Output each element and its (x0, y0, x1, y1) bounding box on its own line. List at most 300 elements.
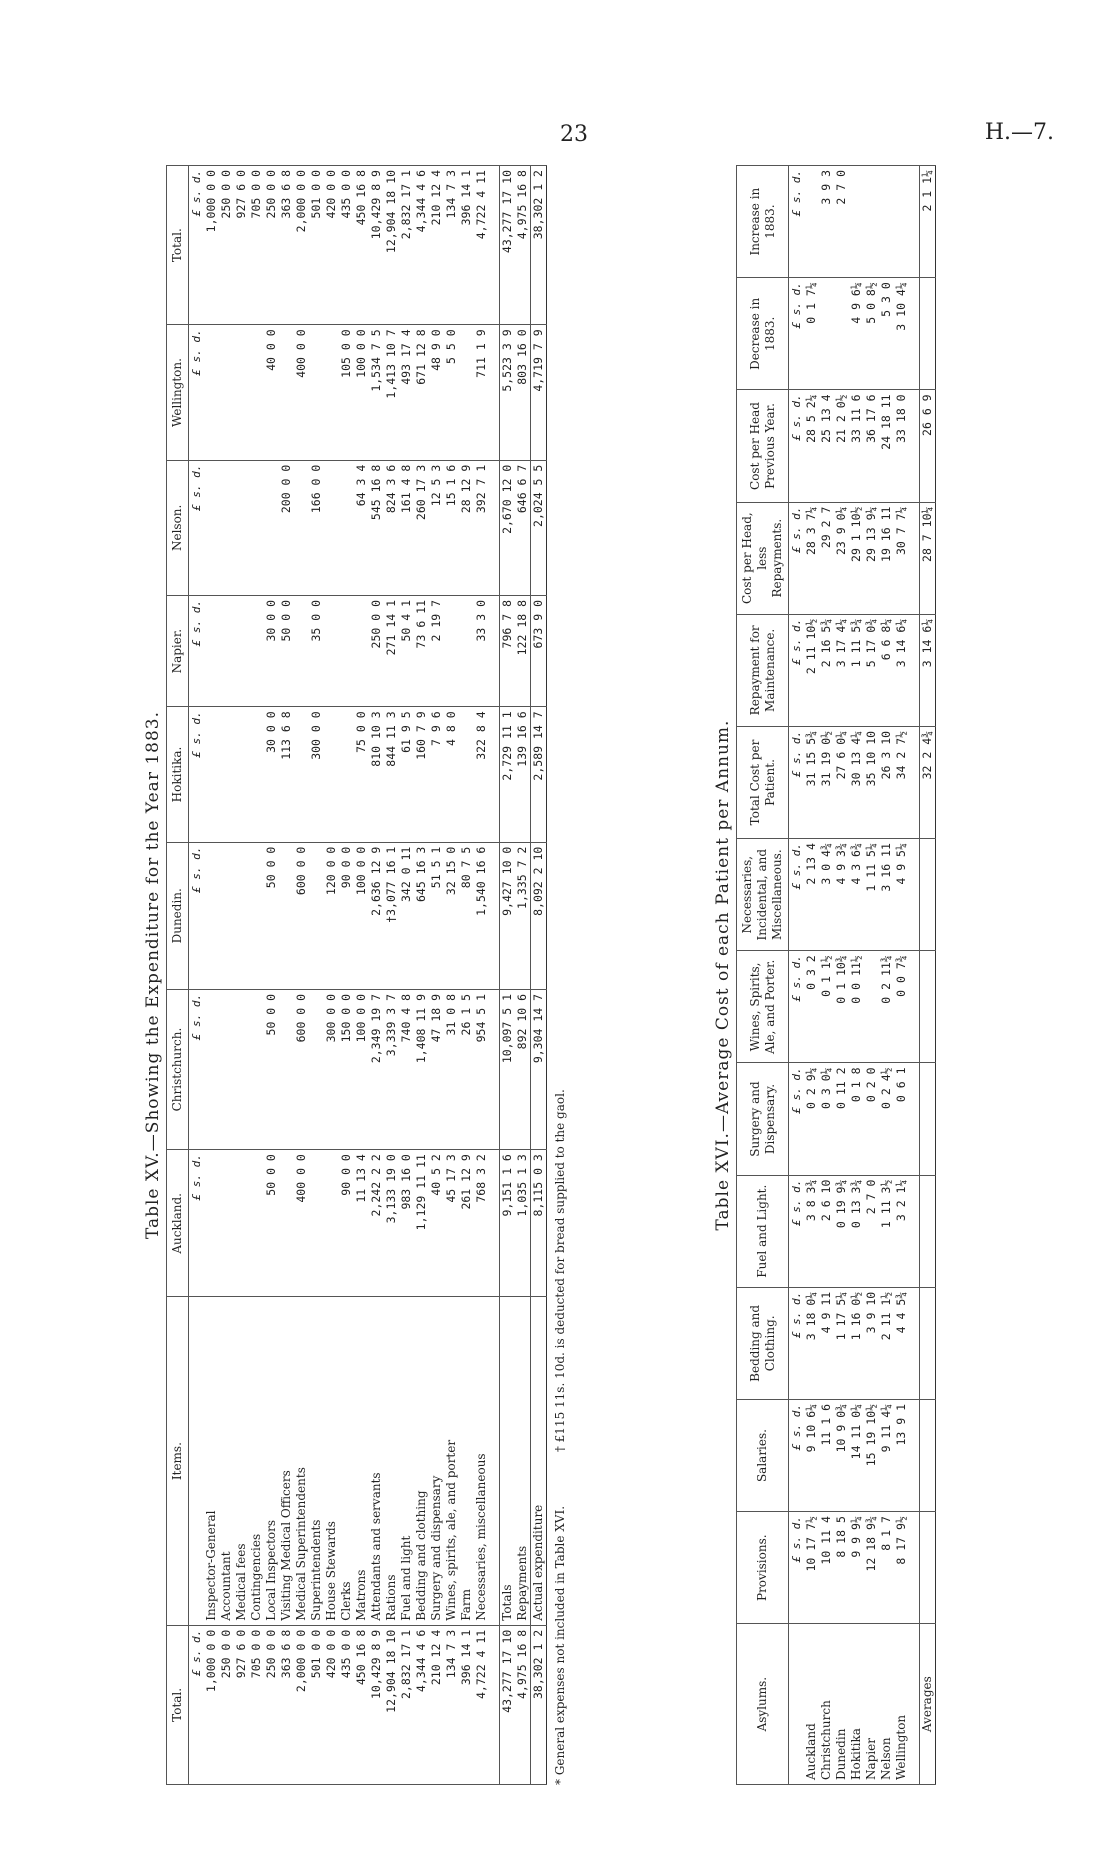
value-cell (234, 707, 249, 842)
units-cell: £ s. d. (789, 951, 805, 1063)
table-row (309, 166, 324, 1785)
row-label: Repayments (515, 1297, 531, 1625)
value-cell: 954 5 1 (474, 989, 489, 1149)
value-cell: 4 8 0 (444, 707, 459, 842)
value-cell: 100 0 0 (354, 989, 369, 1149)
value-cell: 0 1 1½ (819, 951, 834, 1063)
value-cell (309, 842, 324, 989)
column-header: Auckland. (167, 1150, 189, 1297)
value-cell: 30 13 4¼ (849, 726, 864, 838)
row-total-cell: 501 0 0 (309, 1625, 324, 1784)
value-cell: 3 8 3¾ (804, 1175, 819, 1287)
value-cell: 90 0 0 (339, 842, 354, 989)
spacer-row (489, 166, 500, 1785)
row-total-cell: 2,000 0 0 (294, 1625, 309, 1784)
average-cost-table (736, 165, 936, 1785)
value-cell: 35 10 10 (864, 726, 879, 838)
value-cell: 0 3 2 (804, 951, 819, 1063)
value-cell: 400 0 0 (294, 325, 309, 460)
value-cell (294, 595, 309, 706)
item-label: Medical Superintendents (294, 1297, 309, 1625)
value-cell (864, 951, 879, 1063)
column-header: Nelson. (167, 460, 189, 595)
value-cell: 29 2 7 (819, 502, 834, 614)
row-total-cell: 420 0 0 (324, 1625, 339, 1784)
value-cell: 33 11 6 (849, 390, 864, 502)
table-row (444, 166, 459, 1785)
empty-cell (489, 166, 500, 325)
value-cell: 1,413 10 7 (384, 325, 399, 460)
table-body (189, 166, 547, 1785)
column-header: Increase in 1883. (737, 166, 789, 278)
value-cell: 30 7 7¼ (894, 502, 909, 614)
value-cell: 61 9 5 (399, 707, 414, 842)
value-cell: 33 3 0 (474, 595, 489, 706)
value-cell: 3 0 4¾ (819, 839, 834, 951)
units-cell: £ s. d. (789, 726, 805, 838)
value-cell: 9 9 9¼ (849, 1512, 864, 1624)
table-header-row (167, 166, 189, 1785)
value-cell (204, 989, 219, 1149)
value-cell: 342 0 11 (399, 842, 414, 989)
column-header: Salaries. (737, 1399, 789, 1511)
totals-row (500, 166, 516, 1785)
value-cell: 120 0 0 (324, 842, 339, 989)
value-cell: 32 2 4¾ (920, 726, 936, 838)
value-cell: 3 9 10 (864, 1287, 879, 1399)
value-cell: 2,670 12 0 (500, 460, 516, 595)
value-cell: 10 17 7½ (804, 1512, 819, 1624)
value-cell: 50 0 0 (264, 1150, 279, 1297)
row-total-cell: 2,832 17 1 (399, 1625, 414, 1784)
value-cell: 15 1 6 (444, 460, 459, 595)
value-cell: 1 11 3½ (879, 1175, 894, 1287)
units-cell: £ s. d. (189, 460, 205, 595)
value-cell (219, 460, 234, 595)
value-cell: 200 0 0 (279, 460, 294, 595)
value-cell: 100 0 0 (354, 325, 369, 460)
row-total-cell: 396 14 1 (459, 1625, 474, 1784)
table-row (849, 166, 864, 1785)
row-total-cell: 250 0 0 (264, 166, 279, 325)
empty-cell (789, 1624, 805, 1785)
value-cell: 8,092 2 10 (531, 842, 547, 989)
value-cell: 33 18 0 (894, 390, 909, 502)
units-cell: £ s. d. (789, 1287, 805, 1399)
value-cell: 796 7 8 (500, 595, 516, 706)
value-cell (279, 325, 294, 460)
value-cell: 0 2 11¾ (879, 951, 894, 1063)
table-row (894, 166, 909, 1785)
value-cell (849, 166, 864, 278)
units-cell: £ s. d. (189, 166, 205, 325)
units-cell: £ s. d. (189, 1150, 205, 1297)
row-total-cell: 1,000 0 0 (204, 166, 219, 325)
value-cell: 24 18 11 (879, 390, 894, 502)
units-cell: £ s. d. (789, 1175, 805, 1287)
asylum-name: Dunedin (834, 1624, 849, 1785)
spacer-row (909, 166, 920, 1785)
value-cell (264, 460, 279, 595)
value-cell: 844 11 3 (384, 707, 399, 842)
value-cell: 21 2 0½ (834, 390, 849, 502)
empty-cell (909, 278, 920, 390)
value-cell: 4 9 3¾ (834, 839, 849, 951)
value-cell (234, 842, 249, 989)
column-header: Provisions. (737, 1512, 789, 1624)
asylum-name: Hokitika (849, 1624, 864, 1785)
asylum-name: Christchurch (819, 1624, 834, 1785)
units-cell: £ s. d. (789, 1399, 805, 1511)
table-xvi-title: Table XVI.—Average Cost of each Patient per Annum. (713, 719, 733, 1231)
units-cell: £ s. d. (189, 707, 205, 842)
value-cell: 2,589 14 7 (531, 707, 547, 842)
column-header: Total. (167, 1625, 189, 1784)
value-cell: 0 1 10¾ (834, 951, 849, 1063)
value-cell: 80 7 5 (459, 842, 474, 989)
item-label: Bedding and clothing (414, 1297, 429, 1625)
value-cell (309, 325, 324, 460)
value-cell (339, 707, 354, 842)
value-cell: 300 0 0 (324, 989, 339, 1149)
actual-expenditure-row (531, 166, 547, 1785)
value-cell: 3 2 1¼ (894, 1175, 909, 1287)
value-cell: 803 16 0 (515, 325, 531, 460)
value-cell (234, 1150, 249, 1297)
averages-label: Averages (920, 1624, 936, 1785)
value-cell: 673 9 0 (531, 595, 547, 706)
value-cell: 1 11 5¾ (849, 614, 864, 726)
value-cell: 3 9 3 (819, 166, 834, 278)
value-cell: 50 0 0 (264, 989, 279, 1149)
value-cell: 260 17 3 (414, 460, 429, 595)
value-cell: 0 2 0 (864, 1063, 879, 1175)
value-cell: 40 5 2 (429, 1150, 444, 1297)
row-total-cell: 4,975 16 8 (515, 166, 531, 325)
value-cell (920, 278, 936, 390)
value-cell: 3 18 0¼ (804, 1287, 819, 1399)
column-header: Cost per Head Previous Year. (737, 390, 789, 502)
row-total-cell: 134 7 3 (444, 1625, 459, 1784)
empty-cell (909, 1063, 920, 1175)
value-cell: 23 9 0¼ (834, 502, 849, 614)
row-label: Actual expenditure (531, 1297, 547, 1625)
row-total-cell: 1,000 0 0 (204, 1625, 219, 1784)
value-cell (249, 325, 264, 460)
value-cell: 3,339 3 7 (384, 989, 399, 1149)
row-total-cell: 210 12 4 (429, 1625, 444, 1784)
value-cell: 161 4 8 (399, 460, 414, 595)
row-total-cell: 450 16 8 (354, 1625, 369, 1784)
value-cell: 768 3 2 (474, 1150, 489, 1297)
value-cell: 2 1 1¼ (920, 166, 936, 278)
value-cell: 0 6 1 (894, 1063, 909, 1175)
row-total-cell: 4,722 4 11 (474, 1625, 489, 1784)
value-cell: 250 0 0 (369, 595, 384, 706)
value-cell: 824 3 6 (384, 460, 399, 595)
value-cell (804, 166, 819, 278)
value-cell (920, 951, 936, 1063)
value-cell: 35 0 0 (309, 595, 324, 706)
value-cell: 3 17 4¼ (834, 614, 849, 726)
value-cell (920, 839, 936, 951)
value-cell: 12 18 9¾ (864, 1512, 879, 1624)
asylum-name: Napier (864, 1624, 879, 1785)
page-number: 23 (560, 122, 588, 147)
value-cell: 50 0 0 (279, 595, 294, 706)
item-label: Wines, spirits, ale, and porter (444, 1297, 459, 1625)
empty-cell (909, 1287, 920, 1399)
units-cell: £ s. d. (189, 595, 205, 706)
empty-cell (489, 325, 500, 460)
value-cell: 2 6 10 (819, 1175, 834, 1287)
table-row (864, 166, 879, 1785)
value-cell: 8,115 0 3 (531, 1150, 547, 1297)
value-cell: 31 15 5¾ (804, 726, 819, 838)
value-cell: 892 10 6 (515, 989, 531, 1149)
units-cell: £ s. d. (789, 166, 805, 278)
row-total-cell: 38,302 1 2 (531, 166, 547, 325)
value-cell: 6 6 8¼ (879, 614, 894, 726)
item-label: Matrons (354, 1297, 369, 1625)
column-header: Total. (167, 166, 189, 325)
value-cell (459, 707, 474, 842)
value-cell (294, 460, 309, 595)
value-cell: 31 19 0½ (819, 726, 834, 838)
value-cell (234, 595, 249, 706)
value-cell: 645 16 3 (414, 842, 429, 989)
row-total-cell: 420 0 0 (324, 166, 339, 325)
item-label: Contingencies (249, 1297, 264, 1625)
item-label: Clerks (339, 1297, 354, 1625)
table-row (459, 166, 474, 1785)
table-header-row (737, 166, 789, 1785)
value-cell: 2 16 5¾ (819, 614, 834, 726)
value-cell: 2 19 7 (429, 595, 444, 706)
item-label: Visiting Medical Officers (279, 1297, 294, 1625)
column-header: Napier. (167, 595, 189, 706)
value-cell: 0 2 4½ (879, 1063, 894, 1175)
table-row (354, 166, 369, 1785)
value-cell (204, 707, 219, 842)
row-total-cell: 501 0 0 (309, 166, 324, 325)
value-cell: 711 1 9 (474, 325, 489, 460)
column-header: Fuel and Light. (737, 1175, 789, 1287)
row-total-cell: 435 0 0 (339, 1625, 354, 1784)
column-header: Decrease in 1883. (737, 278, 789, 390)
value-cell: 29 1 10½ (849, 502, 864, 614)
table-body (789, 166, 936, 1785)
row-total-cell: 4,344 4 6 (414, 166, 429, 325)
value-cell (339, 460, 354, 595)
value-cell: 9 10 6¼ (804, 1399, 819, 1511)
value-cell: 8 17 9½ (894, 1512, 909, 1624)
value-cell: 113 6 8 (279, 707, 294, 842)
value-cell: 3,133 19 0 (384, 1150, 399, 1297)
value-cell: 300 0 0 (309, 707, 324, 842)
item-label: Inspector-General (204, 1297, 219, 1625)
value-cell (444, 595, 459, 706)
value-cell: 73 6 11 (414, 595, 429, 706)
row-total-cell: 10,429 8 9 (369, 1625, 384, 1784)
value-cell: 2,024 5 5 (531, 460, 547, 595)
row-total-cell: 43,277 17 10 (500, 166, 516, 325)
value-cell: 0 3 0¼ (819, 1063, 834, 1175)
value-cell (249, 595, 264, 706)
value-cell: 47 18 9 (429, 989, 444, 1149)
item-label: Medical fees (234, 1297, 249, 1625)
empty-cell (909, 166, 920, 278)
column-header: Wines, Spirits, Ale, and Porter. (737, 951, 789, 1063)
empty-cell (489, 1297, 500, 1625)
value-cell (204, 842, 219, 989)
item-label: Fuel and light (399, 1297, 414, 1625)
value-cell (324, 325, 339, 460)
row-total-cell: 12,904 18 10 (384, 166, 399, 325)
column-header: Bedding and Clothing. (737, 1287, 789, 1399)
value-cell: 5 5 0 (444, 325, 459, 460)
value-cell: 10 11 4 (819, 1512, 834, 1624)
value-cell: 0 13 3¾ (849, 1175, 864, 1287)
empty-cell (909, 1399, 920, 1511)
table-row (384, 166, 399, 1785)
value-cell: 26 3 10 (879, 726, 894, 838)
value-cell: 2 11 10½ (804, 614, 819, 726)
asylum-name: Auckland (804, 1624, 819, 1785)
value-cell: 2,729 11 1 (500, 707, 516, 842)
value-cell: 14 11 0¼ (849, 1399, 864, 1511)
value-cell (279, 1150, 294, 1297)
value-cell: 45 17 3 (444, 1150, 459, 1297)
row-total-cell: 435 0 0 (339, 166, 354, 325)
units-cell: £ s. d. (189, 1625, 205, 1784)
table-xvi-block (710, 165, 1010, 1785)
value-cell: 1 16 0½ (849, 1287, 864, 1399)
row-total-cell: 43,277 17 10 (500, 1625, 516, 1784)
row-total-cell: 250 0 0 (219, 166, 234, 325)
table-row (414, 166, 429, 1785)
value-cell: 1,540 16 6 (474, 842, 489, 989)
value-cell: 271 14 1 (384, 595, 399, 706)
row-total-cell: 4,344 4 6 (414, 1625, 429, 1784)
value-cell: 36 17 6 (864, 390, 879, 502)
value-cell (234, 989, 249, 1149)
row-total-cell: 927 6 0 (234, 1625, 249, 1784)
column-header: Hokitika. (167, 707, 189, 842)
value-cell: 4 3 6¾ (849, 839, 864, 951)
value-cell: 1,035 1 3 (515, 1150, 531, 1297)
row-total-cell: 210 12 4 (429, 166, 444, 325)
item-label: Attendants and servants (369, 1297, 384, 1625)
value-cell: 2,349 19 7 (369, 989, 384, 1149)
value-cell: 4 4 5¾ (894, 1287, 909, 1399)
value-cell (219, 842, 234, 989)
value-cell: 600 0 0 (294, 842, 309, 989)
value-cell (219, 989, 234, 1149)
value-cell: 15 19 10½ (864, 1399, 879, 1511)
value-cell: 9,304 14 7 (531, 989, 547, 1149)
value-cell (219, 707, 234, 842)
row-total-cell: 250 0 0 (219, 1625, 234, 1784)
value-cell: 7 9 6 (429, 707, 444, 842)
units-cell: £ s. d. (789, 1063, 805, 1175)
value-cell: 600 0 0 (294, 989, 309, 1149)
value-cell (309, 989, 324, 1149)
value-cell (204, 1150, 219, 1297)
value-cell: 40 0 0 (264, 325, 279, 460)
value-cell: 646 6 7 (515, 460, 531, 595)
value-cell: 4 9 6¼ (849, 278, 864, 390)
column-header: Christchurch. (167, 989, 189, 1149)
row-total-cell: 705 0 0 (249, 1625, 264, 1784)
column-header: Surgery and Dispensary. (737, 1063, 789, 1175)
empty-cell (909, 1175, 920, 1287)
table-row (834, 166, 849, 1785)
value-cell (219, 325, 234, 460)
column-header: Total Cost per Patient. (737, 726, 789, 838)
value-cell: 29 13 9¼ (864, 502, 879, 614)
value-cell (249, 989, 264, 1149)
value-cell (219, 1150, 234, 1297)
row-label: Totals (500, 1297, 516, 1625)
value-cell: 0 11 2 (834, 1063, 849, 1175)
value-cell (920, 1175, 936, 1287)
empty-cell (909, 614, 920, 726)
value-cell: 2 11 1½ (879, 1287, 894, 1399)
repayments-row (515, 166, 531, 1785)
value-cell: 0 19 9¾ (834, 1175, 849, 1287)
column-header: Necessaries, Incidental, and Miscellaneous. (737, 839, 789, 951)
asylum-name: Nelson (879, 1624, 894, 1785)
value-cell (249, 707, 264, 842)
table-row (399, 166, 414, 1785)
value-cell (354, 595, 369, 706)
value-cell (834, 278, 849, 390)
empty-cell (909, 726, 920, 838)
value-cell (204, 595, 219, 706)
value-cell (249, 1150, 264, 1297)
table-row (294, 166, 309, 1785)
row-total-cell: 10,429 8 9 (369, 166, 384, 325)
value-cell: 3 14 6¼ (894, 614, 909, 726)
item-label: Necessaries, miscellaneous (474, 1297, 489, 1625)
expenditure-table (166, 165, 547, 1785)
value-cell: 10 9 0¾ (834, 1399, 849, 1511)
row-total-cell: 4,722 4 11 (474, 166, 489, 325)
table-row (324, 166, 339, 1785)
column-header: Repayment for Maintenance. (737, 614, 789, 726)
table-row (204, 166, 219, 1785)
value-cell (339, 595, 354, 706)
sheet-reference: H.—7. (984, 120, 1054, 145)
table-row (264, 166, 279, 1785)
value-cell: 1,335 7 2 (515, 842, 531, 989)
value-cell (249, 460, 264, 595)
value-cell (234, 325, 249, 460)
item-label: Superintendents (309, 1297, 324, 1625)
table-row (879, 166, 894, 1785)
table-row (429, 166, 444, 1785)
value-cell: 150 0 0 (339, 989, 354, 1149)
value-cell: 75 0 0 (354, 707, 369, 842)
table-xv-block (140, 165, 630, 1785)
value-cell (324, 595, 339, 706)
value-cell: 0 2 9¼ (804, 1063, 819, 1175)
value-cell: 19 16 11 (879, 502, 894, 614)
value-cell: 8 18 5 (834, 1512, 849, 1624)
value-cell: 105 0 0 (339, 325, 354, 460)
value-cell: 1,534 7 5 (369, 325, 384, 460)
